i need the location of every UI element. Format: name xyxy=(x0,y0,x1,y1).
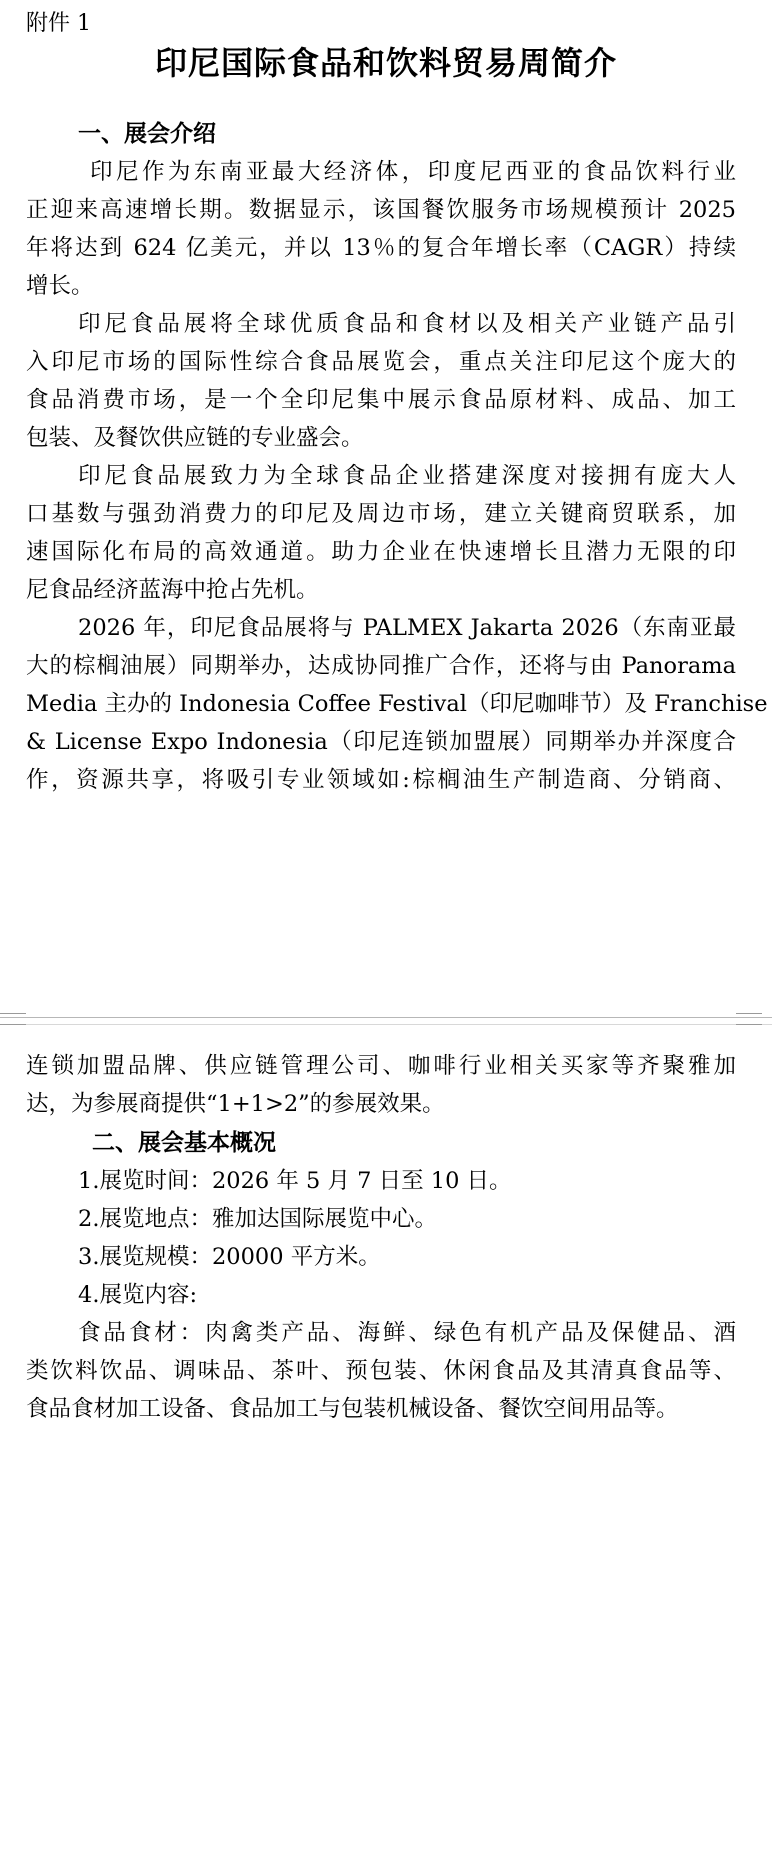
paragraph-line: 食品食材加工设备、食品加工与包装机械设备、餐饮空间用品等。 xyxy=(26,1396,679,1422)
paragraph-line: 2026 年，印尼食品展将与 PALMEX Jakarta 2026（东南亚最 xyxy=(78,615,736,641)
attachment-label: 附件 1 xyxy=(26,11,91,36)
paragraph-line: 达，为参展商提供“1+1>2”的参展效果。 xyxy=(26,1091,445,1117)
paragraph-line: 正迎来高速增长期。数据显示，该国餐饮服务市场规模预计 2025 xyxy=(26,197,736,223)
detail-line-scale: 3.展览规模：20000 平方米。 xyxy=(78,1244,381,1270)
paragraph-line: 入印尼市场的国际性综合食品展览会，重点关注印尼这个庞大的 xyxy=(26,349,736,375)
paragraph-line: 作，资源共享，将吸引专业领域如:棕榈油生产制造商、分销商、 xyxy=(26,767,736,793)
paragraph-line: 印尼食品展将全球优质食品和食材以及相关产业链产品引 xyxy=(78,311,736,337)
section-heading-exhibition-intro: 一、展会介绍 xyxy=(78,120,216,147)
paragraph-line: & License Expo Indonesia（印尼连锁加盟展）同期举办并深度合 xyxy=(26,729,736,755)
paragraph-line: 年将达到 624 亿美元，并以 13％的复合年增长率（CAGR）持续 xyxy=(26,235,736,261)
paragraph-line: 速国际化布局的高效通道。助力企业在快速增长且潜力无限的印 xyxy=(26,539,736,565)
document-title: 印尼国际食品和饮料贸易周简介 xyxy=(154,44,617,82)
paragraph-line: 大的棕榈油展）同期举办，达成协同推广合作，还将与由 Panorama xyxy=(26,653,736,679)
paragraph-line: 印尼食品展致力为全球食品企业搭建深度对接拥有庞大人 xyxy=(78,463,736,489)
section-heading-basic-overview: 二、展会基本概况 xyxy=(92,1129,276,1156)
paragraph-line: 尼食品经济蓝海中抢占先机。 xyxy=(26,577,319,603)
paragraph-line: 包装、及餐饮供应链的专业盛会。 xyxy=(26,425,364,451)
paragraph-line: 印尼作为东南亚最大经济体，印度尼西亚的食品饮料行业 xyxy=(90,159,736,185)
paragraph-line: Media 主办的 Indonesia Coffee Festival（印尼咖啡节）及 Franchise xyxy=(26,691,768,717)
paragraph-line: 增长。 xyxy=(26,273,94,299)
detail-line-dates: 1.展览时间：2026 年 5 月 7 日至 10 日。 xyxy=(78,1168,512,1194)
detail-line-venue: 2.展览地点：雅加达国际展览中心。 xyxy=(78,1206,437,1232)
paragraph-line: 类饮料饮品、调味品、茶叶、预包装、休闲食品及其清真食品等、 xyxy=(26,1358,736,1384)
paragraph-line: 口基数与强劲消费力的印尼及周边市场，建立关键商贸联系，加 xyxy=(26,501,736,527)
document-page-2 xyxy=(0,1024,772,1855)
paragraph-line: 食品食材：肉禽类产品、海鲜、绿色有机产品及保健品、酒 xyxy=(78,1320,736,1346)
paragraph-line: 食品消费市场，是一个全印尼集中展示食品原材料、成品、加工 xyxy=(26,387,736,413)
paragraph-line: 连锁加盟品牌、供应链管理公司、咖啡行业相关买家等齐聚雅加 xyxy=(26,1053,736,1079)
detail-line-content: 4.展览内容: xyxy=(78,1282,198,1308)
